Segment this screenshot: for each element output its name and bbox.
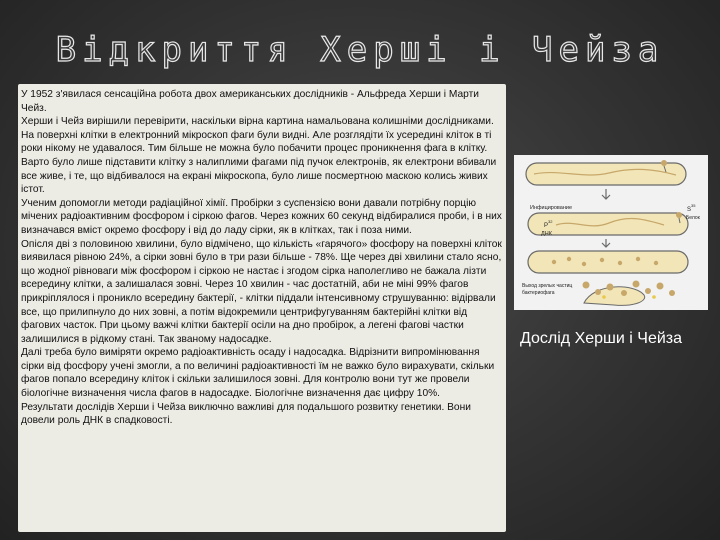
- experiment-diagram-svg: [514, 155, 708, 310]
- paragraph-conclusion: Результати дослідів Херши і Чейза виключно важливі для подальшого розвитку генетики. Вони довели роль ДНК в спадковості.: [21, 401, 471, 427]
- slide-title: Відкриття Херші і Чейза: [55, 30, 665, 70]
- phage-head-2: [676, 212, 682, 218]
- body-text-box: [18, 84, 506, 532]
- paragraph-radiochem: Ученим допомогли методи радіаційної хімії. Пробірки з суспензією вони давали потрібну порцію мічених радіоактивним фосфором і сіркою фагов. Через кожних 60 секунд відбиралися проби, і в них визначався вміст окремо фосфору і від до ладу сірки, як в клітках, так і поза ними.: [21, 197, 502, 236]
- paragraph-method: Херши і Чейз вирішили перевірити, наскільки вірна картина намальована колишніми дослідниками. На поверхні клітки в електронний мікроскоп фаги були видні. Але розглядіти їх усередині кліток в ті роки нікому не удавалося. Тим більше не можна було побачити процес проникнення фага в клітку. Варто було лише підставити клітку з налиплими фагами під пучок електронів, як електрони вбивали все живе, і те, що відбивалося на екрані мікроскопа, було лише посмертною маскою колись живих істот.: [21, 116, 497, 196]
- figure-caption: Дослід Херши і Чейза: [520, 330, 683, 347]
- paragraph-results: Опісля дві з половиною хвилини, було відмічено, що кількість «гарячого» фосфору на поверхні кліток виявилася рівною 24%, а сірки зовні було в три рази більше - 78%. Ще через дві хвилини стало ясно, що жодної рівноваги між фосфором і сіркою не настає і згодом сірка наполегливо не бажала лізти всередину клітки, а залишалася зовні. Через 10 хвилин - час достатній, аби не міні 99% фагов прикріплялося і проникло всередину бактерії, - клітки піддали інтенсивному струшуванню: відірвали все, що прилипнуло до них зовні, а потім відокремили центрифугуванням бактерійні клітки від фагових часток. При цьому важчі клітки бактерії осіли на дно пробірок, а легені фагові частки залишилися в рідкому стані. Так званому надосадке.: [21, 238, 502, 345]
- arrow-down-1: [602, 189, 610, 199]
- paragraph-intro: У 1952 з'явилася сенсаційна робота двох американських дослідників - Альфреда Херши і Марти Чейз.: [21, 89, 479, 114]
- label-p: P: [544, 223, 549, 229]
- label-p-sup: 32: [548, 219, 553, 224]
- label-infected: Инфицирование: [530, 205, 573, 211]
- paragraph-measurement: Далі треба було виміряти окремо радіоактивність осаду і надосадка. Відрізнити випромінювання сірки від фосфору учені змогли, а по величині радіоактивності їм не важко було вирахувати, скільки фагов попало всередину кліток і скільки залишилося зовні. Для контролю вони тут же провели біологічне визначення числа фагов в надосадке. Біологічне визначення дає цифру 10%.: [21, 347, 495, 400]
- lysed-cell: [584, 287, 645, 306]
- label-protein: Белок: [686, 215, 700, 221]
- experiment-diagram: [514, 155, 708, 310]
- label-dna: ДНК: [541, 231, 552, 237]
- phage-head-1: [661, 160, 667, 166]
- label-release-2: бактериофага: [522, 290, 555, 296]
- label-release-1: Выход зрелых частиц: [522, 283, 573, 289]
- arrow-down-2: [602, 239, 610, 247]
- label-s-sup: 35: [691, 203, 696, 208]
- label-s: S: [687, 207, 692, 213]
